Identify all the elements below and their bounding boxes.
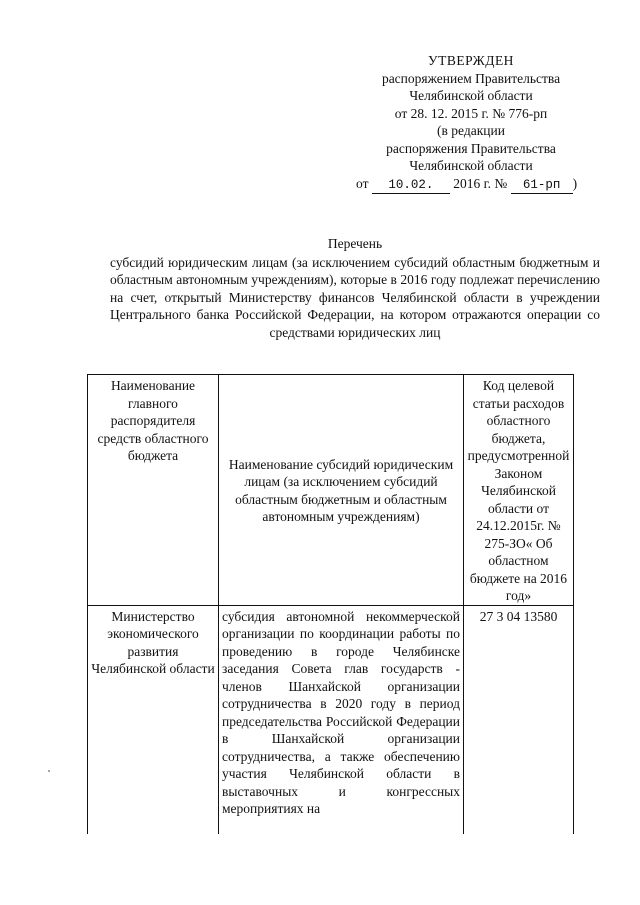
- approval-line-1: распоряжением Правительства: [381, 70, 561, 86]
- header-subsidy: Наименование субсидий юридическим лицам (за исключением субсидий областным бюджетным и областным автономным учреждениям): [219, 375, 464, 606]
- cell-subsidy: субсидия автономной некоммерческой организации по координации работы по проведению в городе Челябинске заседания Совета глав государств - членов Шанхайской организации сотрудничества в 2020 году в период председательства Российской Федерации в Шанхайской организации сотрудничества, а также обеспечению участия Челябинской области в выставочных и конгрессных мероприятиях на: [219, 605, 464, 834]
- cell-code: 27 3 04 13580: [464, 605, 574, 834]
- cell-ministry: Министерство экономического развития Челябинской области: [88, 605, 219, 834]
- handwritten-date: 10.02.: [372, 178, 450, 194]
- handwritten-number: 61-рп: [511, 178, 573, 194]
- table-row: [88, 605, 574, 834]
- sig-prefix: от: [356, 175, 369, 191]
- approval-line-6: Челябинской области: [409, 158, 533, 173]
- approval-line-5: распоряжения Правительства: [386, 140, 556, 156]
- approval-line-2: Челябинской области: [409, 88, 533, 103]
- approval-title: УТВЕРЖДЕН: [428, 53, 514, 68]
- title-body: субсидий юридическим лицам (за исключением субсидий областным бюджетным и областным автономным учреждениям), которые в 2016 году подлежат перечислению на счет, открытый Министерству финансов Челябинской области в учреждении Центрального банка Российской Федерации, на котором отражаются операции со средствами юридических лиц: [110, 254, 600, 340]
- document-title: [110, 235, 600, 341]
- header-code: Код целевой статьи расходов областного бюджета, предусмотренной Законом Челябинской области от 24.12.2015г. № 275-ЗО« Об областном бюджете на 2016 год»: [464, 375, 574, 606]
- sig-year: 2016 г. №: [453, 175, 508, 191]
- header-ministry: Наименование главного распорядителя средств областного бюджета: [88, 375, 219, 606]
- scan-speck: [48, 770, 50, 772]
- subsidy-table: [87, 374, 574, 834]
- title-heading: Перечень: [327, 236, 383, 251]
- approval-line-4: (в редакции: [437, 123, 505, 138]
- approval-stamp: [340, 52, 602, 194]
- approval-line-3: от 28. 12. 2015 г. № 776-рп: [394, 105, 548, 121]
- table-header-row: [88, 375, 574, 606]
- amendment-signature-line: [356, 175, 602, 194]
- sig-close: ): [572, 175, 578, 191]
